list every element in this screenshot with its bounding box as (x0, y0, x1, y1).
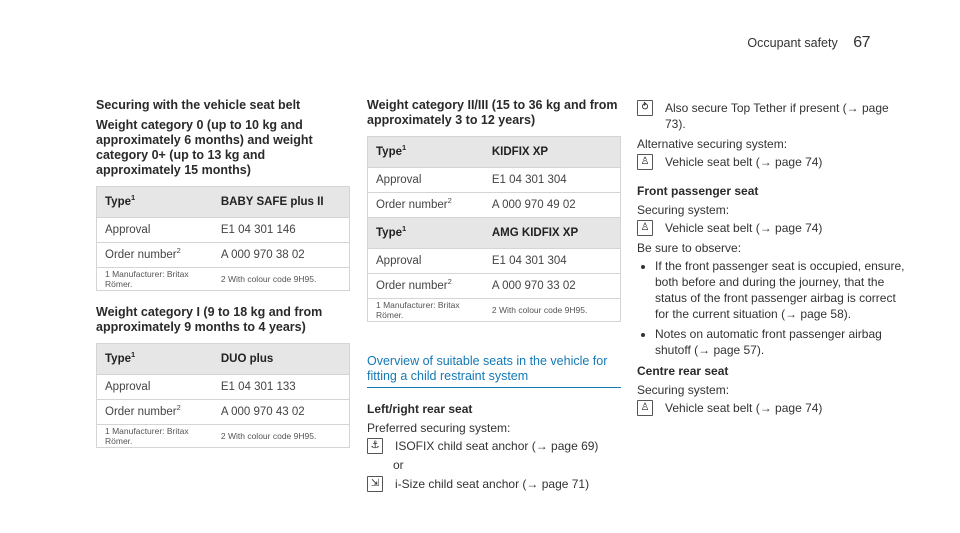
type-label: Type (376, 227, 402, 239)
isofix-line (367, 438, 621, 454)
table-row (368, 193, 621, 218)
type-label: Type (376, 146, 402, 158)
table-footnotes (97, 425, 350, 448)
top-tether-line (637, 100, 907, 132)
footnote-ref: 2 (447, 277, 452, 287)
table-row (368, 137, 621, 168)
weight-category-2-3-heading: Weight category II/III (15 to 36 kg and from approximately 3 to 12 years) (367, 98, 618, 127)
footnote-2: 2 With colour code 9H95. (220, 431, 317, 441)
type-value: AMG KIDFIX XP (484, 218, 621, 249)
left-right-rear-seat-heading: Left/right rear seat (367, 402, 473, 416)
front-passenger-seat-heading: Front passenger seat (637, 184, 759, 198)
table-row (368, 218, 621, 249)
centre-rear-seat-heading: Centre rear seat (637, 364, 729, 378)
seat-belt-icon: ♙ (637, 220, 653, 236)
footnote-ref: 2 (176, 246, 181, 256)
seat-belt-text: Vehicle seat belt (→ page 74) (665, 401, 823, 415)
top-tether-icon: ⥁ (637, 100, 653, 116)
table-footnotes (368, 299, 621, 322)
securing-system-text: Securing system: (637, 383, 730, 397)
approval-value: E1 04 301 304 (484, 249, 621, 274)
approval-value: E1 04 301 146 (213, 218, 350, 243)
isofix-icon: ⚓ (367, 438, 383, 454)
seat-belt-line (637, 400, 907, 416)
approval-label: Approval (97, 218, 213, 243)
footnote-ref: 1 (402, 224, 407, 234)
securing-system-text: Securing system: (637, 203, 730, 217)
seat-belt-line (637, 154, 907, 170)
seat-belt-text: Vehicle seat belt (→ page 74) (665, 155, 823, 169)
column-1 (96, 98, 350, 462)
observe-list (637, 258, 907, 358)
approval-label: Approval (97, 375, 213, 400)
footnote-2: 2 With colour code 9H95. (220, 274, 317, 284)
seat-table-kidfix (367, 136, 621, 322)
column-3 (637, 98, 907, 418)
seat-table-duo-plus (96, 343, 350, 448)
approval-value: E1 04 301 133 (213, 375, 350, 400)
order-label: Order number (105, 406, 177, 418)
footnote-ref: 2 (447, 196, 452, 206)
order-value: A 000 970 49 02 (484, 193, 621, 218)
isofix-text: ISOFIX child seat anchor (→ page 69) (395, 439, 599, 453)
order-value: A 000 970 33 02 (484, 274, 621, 299)
section-title: Occupant safety (747, 36, 838, 50)
table-row (97, 344, 350, 375)
page-header (747, 34, 870, 52)
footnote-2: 2 With colour code 9H95. (491, 305, 588, 315)
table-row (97, 400, 350, 425)
or-text: or (393, 458, 404, 472)
alt-system-text: Alternative securing system: (637, 137, 788, 151)
order-label: Order number (376, 280, 448, 292)
table-row (368, 249, 621, 274)
table-row (97, 243, 350, 268)
type-label: Type (105, 196, 131, 208)
approval-label: Approval (368, 249, 484, 274)
table-row (97, 187, 350, 218)
top-tether-text: Also secure Top Tether if present (→ page 73). (665, 101, 889, 131)
seat-belt-icon: ♙ (637, 400, 653, 416)
table-footnotes (97, 268, 350, 291)
order-label: Order number (376, 199, 448, 211)
section-heading: Securing with the vehicle seat belt (96, 98, 301, 112)
isize-line (367, 476, 621, 492)
type-value: BABY SAFE plus II (213, 187, 350, 218)
footnote-1: 1 Manufacturer: Britax Römer. (105, 426, 189, 446)
seat-belt-icon: ♙ (637, 154, 653, 170)
table-row (368, 168, 621, 193)
type-value: DUO plus (213, 344, 350, 375)
list-item: • If the front passenger seat is occupied, ensure, both before and during the journey, that the status of the front passenger airbag is correct for the current situation (→ page 58). (655, 258, 907, 322)
type-label: Type (105, 353, 131, 365)
footnote-1: 1 Manufacturer: Britax Römer. (105, 269, 189, 289)
weight-category-0-heading: Weight category 0 (up to 10 kg and approximately 6 months) and weight category 0+ (up to 13 kg and approximately 15 months) (96, 118, 313, 177)
observe-text: Be sure to observe: (637, 241, 742, 255)
footnote-ref: 1 (402, 143, 407, 153)
weight-category-1-heading: Weight category I (9 to 18 kg and from approximately 9 months to 4 years) (96, 305, 323, 334)
approval-label: Approval (368, 168, 484, 193)
overview-heading: Overview of suitable seats in the vehicle for fitting a child restraint system (367, 354, 621, 388)
order-label: Order number (105, 249, 177, 261)
table-row (368, 274, 621, 299)
column-2 (367, 98, 621, 494)
page-number: 67 (853, 34, 870, 51)
order-value: A 000 970 43 02 (213, 400, 350, 425)
approval-value: E1 04 301 304 (484, 168, 621, 193)
table-row (97, 375, 350, 400)
seat-belt-text: Vehicle seat belt (→ page 74) (665, 221, 823, 235)
type-value: KIDFIX XP (484, 137, 621, 168)
footnote-ref: 1 (131, 350, 136, 360)
isize-text: i-Size child seat anchor (→ page 71) (395, 477, 590, 491)
list-item: • Notes on automatic front passenger airbag shutoff (→ page 57). (655, 326, 907, 358)
footnote-1: 1 Manufacturer: Britax Römer. (376, 300, 460, 320)
seat-belt-line (637, 220, 907, 236)
isize-icon: ⇲ (367, 476, 383, 492)
seat-table-baby-safe (96, 186, 350, 291)
footnote-ref: 2 (176, 403, 181, 413)
table-row (97, 218, 350, 243)
preferred-system-text: Preferred securing system: (367, 421, 511, 435)
footnote-ref: 1 (131, 193, 136, 203)
order-value: A 000 970 38 02 (213, 243, 350, 268)
